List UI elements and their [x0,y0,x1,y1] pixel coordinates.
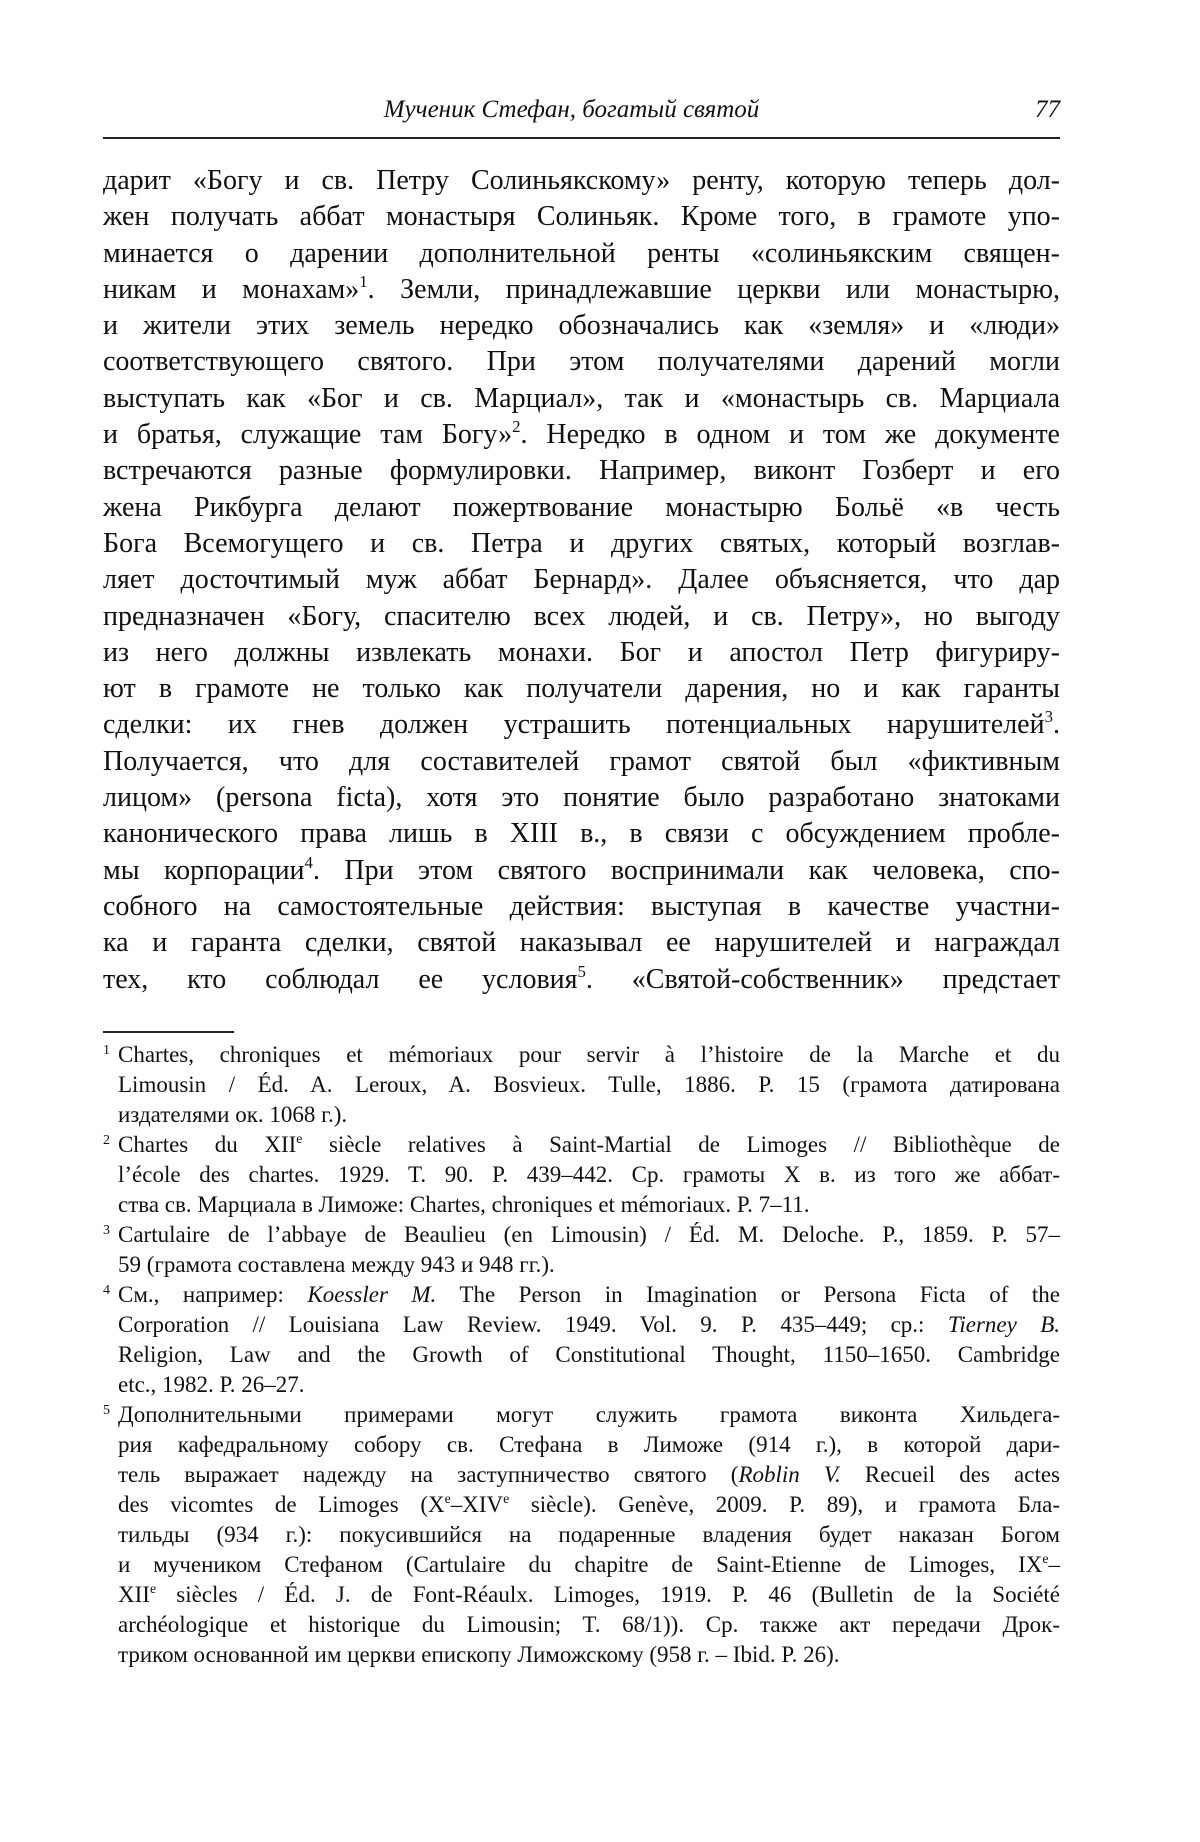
text-line [103,780,1060,816]
text-run: никам и монахам» [103,274,359,305]
text-run: дарит «Богу и св. Петру Солиньякскому» ренту, которую теперь дол- [103,165,1060,196]
footnote [103,1280,1060,1400]
text-run: из него должны извлекать монахи. Бог и апостол Петр фигуриру- [103,637,1060,668]
text-line [118,1520,1060,1550]
text-line [103,163,1060,199]
footnote-separator [103,1031,234,1033]
italic-run: Koessler M. [307,1282,436,1307]
text-line [103,671,1060,707]
footnote-ref: e [1042,1551,1048,1566]
text-line [118,1040,1060,1070]
text-line [103,925,1060,961]
footnote-number: 1 [103,1036,110,1066]
text-line [103,635,1060,671]
text-line [118,1220,1060,1250]
text-run: – [1049,1552,1061,1577]
text-run: . При этом святого воспринимали как человека, спо- [313,855,1060,886]
text-line [103,308,1060,344]
footnote-ref: 3 [1045,708,1053,727]
text-run: ства св. Марциала в Лиможе: Chartes, chroniques et mémoriaux. P. 7–11. [118,1192,810,1217]
text-run: siècle). Genève, 2009. P. 89), и грамота Бла- [509,1492,1060,1517]
text-run: издателями ок. 1068 г.). [118,1102,347,1127]
text-run: и жители этих земель нередко обозначались как «земля» и «люди» [103,310,1060,341]
text-line [118,1430,1060,1460]
text-line [103,453,1060,489]
footnote-number: 4 [103,1276,110,1306]
text-run: ка и гаранта сделки, святой наказывал ее нарушителей и награждал [103,927,1060,958]
footnote [103,1220,1060,1280]
footnote-ref: 2 [512,417,520,436]
running-header [103,96,1060,130]
footnote-number: 2 [103,1126,110,1156]
text-run: . Нередко в одном и том же документе [521,419,1060,450]
body-text [103,163,1060,998]
text-run: Chartes du XII [118,1132,296,1157]
text-run: Recueil des actes [841,1462,1060,1487]
footnote-ref: e [296,1131,302,1146]
text-line [118,1130,1060,1160]
footnote [103,1040,1060,1130]
text-run: См., например: [118,1282,307,1307]
text-run: жена Рикбурга делают пожертвование монастырю Больё «в честь [103,492,1060,523]
text-run: Chartes, chroniques et mémoriaux pour servir à l’histoire de la Marche et du [118,1042,1060,1067]
footnote-ref: 4 [305,853,313,872]
footnote-number: 3 [103,1216,110,1246]
text-line [118,1280,1060,1310]
text-run: siècles / Éd. J. de Font-Réaulx. Limoges, 1919. P. 46 (Bulletin de la Société [156,1582,1060,1607]
text-line [103,236,1060,272]
italic-run: Roblin V. [738,1462,840,1487]
text-run: ляет досточтимый муж аббат Бернард». Далее объясняется, что дар [103,564,1060,595]
text-run: Cartulaire de l’abbaye de Beaulieu (en Limousin) / Éd. M. Deloche. P., 1859. P. 57– [118,1222,1060,1247]
footnotes [103,1040,1060,1670]
footnote-ref: 1 [359,272,367,291]
footnote-number: 5 [103,1396,110,1426]
text-line [118,1250,1060,1280]
text-run: –XIV [451,1492,503,1517]
footnote-ref: 5 [578,962,586,981]
text-run: etc., 1982. P. 26–27. [118,1372,305,1397]
text-run: Corporation // Louisiana Law Review. 1949. Vol. 9. P. 435–449; ср.: [118,1312,948,1337]
text-line [103,417,1060,453]
text-line [103,744,1060,780]
footnote [103,1130,1060,1220]
text-line [103,816,1060,852]
text-run: ют в грамоте не только как получатели дарения, но и как гаранты [103,673,1060,704]
text-run: des vicomtes de Limoges (X [118,1492,445,1517]
italic-run: Tierney B. [948,1312,1060,1337]
footnote-ref: e [150,1581,156,1596]
text-line [118,1340,1060,1370]
text-line [103,199,1060,235]
text-run: Religion, Law and the Growth of Constitutional Thought, 1150–1650. Cambridge [118,1342,1060,1367]
text-line [118,1610,1060,1640]
text-run: лицом» (persona ficta), хотя это понятие было разработано знатоками [103,782,1060,813]
text-run: тильды (934 г.): покусившийся на подаренные владения будет наказан Богом [118,1522,1060,1547]
text-run: соответствующего святого. При этом получателями дарений могли [103,346,1060,377]
text-line [118,1160,1060,1190]
text-run: выступать как «Бог и св. Марциал», так и «монастырь св. Марциала [103,383,1060,414]
text-line [118,1490,1060,1520]
text-run: The Person in Imagination or Persona Ficta of the [436,1282,1060,1307]
text-run: минается о дарении дополнительной ренты «солиньякским священ- [103,238,1060,269]
text-line [103,853,1060,889]
text-line [103,562,1060,598]
text-run: 59 (грамота составлена между 943 и 948 гг.). [118,1252,555,1277]
text-run: Бога Всемогущего и св. Петра и других святых, который возглав- [103,528,1060,559]
text-run: рия кафедральному собору св. Стефана в Лиможе (914 г.), в которой дари- [118,1432,1060,1457]
text-line [118,1400,1060,1430]
text-line [118,1640,1060,1670]
footnote-ref: e [445,1491,451,1506]
text-line [118,1310,1060,1340]
text-run: жен получать аббат монастыря Солиньяк. Кроме того, в грамоте упо- [103,201,1060,232]
text-run: мы корпорации [103,855,305,886]
running-title: Мученик Стефан, богатый святой [83,96,1060,124]
text-line [118,1370,1060,1400]
text-line [103,526,1060,562]
text-line [103,272,1060,308]
text-run: тель выражает надежду на заступничество святого ( [118,1462,738,1487]
text-run: триком основанной им церкви епископу Лиможскому (958 г. – Ibid. P. 26). [118,1642,840,1667]
text-line [118,1070,1060,1100]
text-run: siècle relatives à Saint-Martial de Limoges // Bibliothèque de [302,1132,1060,1157]
header-rule [103,137,1060,139]
text-line [118,1460,1060,1490]
text-run: канонического права лишь в XIII в., в связи с обсуждением пробле- [103,818,1060,849]
text-run: XII [118,1582,150,1607]
text-line [103,707,1060,743]
text-run: archéologique et historique du Limousin; T. 68/1)). Ср. также акт передачи Дрок- [118,1612,1060,1637]
text-line [103,889,1060,925]
text-run: . «Святой-собственник» предстает [586,964,1060,995]
text-run: встречаются разные формулировки. Например, виконт Гозберт и его [103,455,1060,486]
text-run: Limousin / Éd. A. Leroux, A. Bosvieux. Tulle, 1886. P. 15 (грамота датирована [118,1072,1060,1097]
text-run: . Земли, принадлежавшие церкви или монастырю, [368,274,1060,305]
text-line [103,381,1060,417]
text-line [103,490,1060,526]
text-run: и братья, служащие там Богу» [103,419,512,450]
text-line [118,1550,1060,1580]
text-run: l’école des chartes. 1929. T. 90. P. 439–442. Ср. грамоты X в. из того же аббат- [118,1162,1060,1187]
text-line [118,1100,1060,1130]
text-run: собного на самостоятельные действия: выступая в качестве участни- [103,891,1060,922]
text-line [118,1190,1060,1220]
text-run: и мучеником Стефаном (Cartulaire du chapitre de Saint-Etienne de Limoges, IX [118,1552,1042,1577]
text-run: Дополнительными примерами могут служить грамота виконта Хильдега- [118,1402,1060,1427]
text-run: предназначен «Богу, спасителю всех людей, и св. Петру», но выгоду [103,601,1060,632]
text-line [103,344,1060,380]
text-run: Получается, что для составителей грамот святой был «фиктивным [103,746,1060,777]
text-run: тех, кто соблюдал ее условия [103,964,578,995]
footnote [103,1400,1060,1670]
footnote-ref: e [503,1491,509,1506]
text-run: . [1053,709,1060,740]
page-number: 77 [1035,96,1060,124]
text-run: сделки: их гнев должен устрашить потенциальных нарушителей [103,709,1045,740]
text-line [118,1580,1060,1610]
text-line [103,962,1060,998]
text-line [103,599,1060,635]
